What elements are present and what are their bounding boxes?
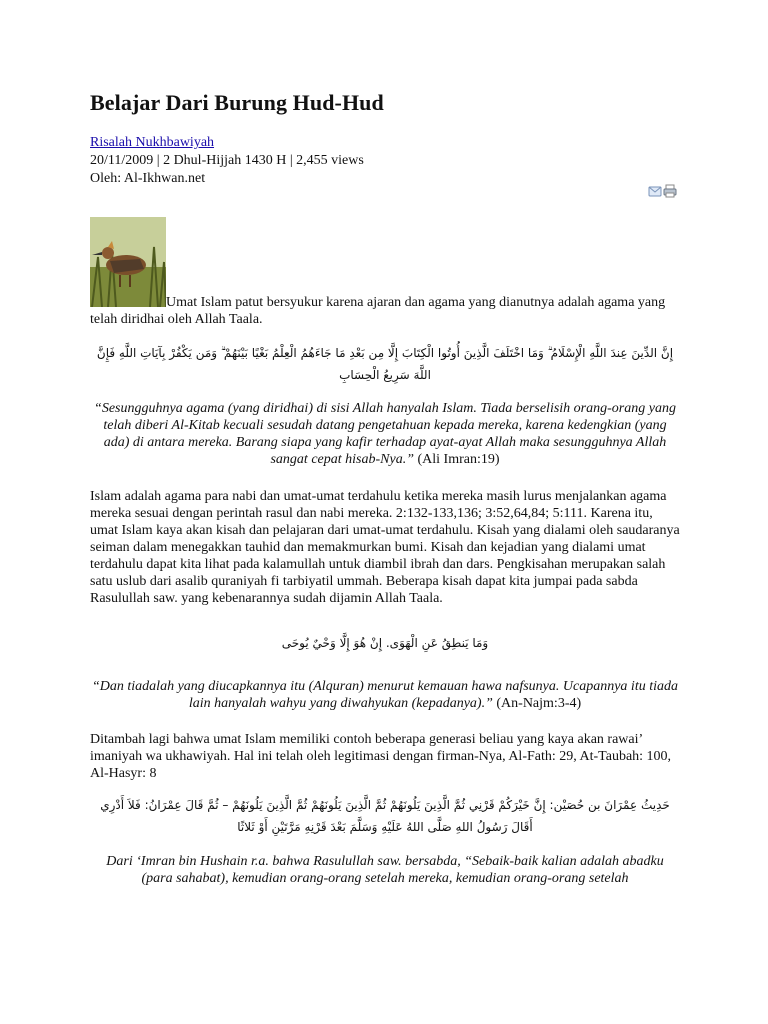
quote-reference: (An-Najm:3-4)	[496, 696, 582, 711]
paragraph-3: Ditambah lagi bahwa umat Islam memiliki contoh beberapa generasi beliau yang kaya akan rawai’ imaniyah wa ukhawiyah. Hal ini telah oleh legitimasi dengan firman-Nya, Al-Fath: 29, At-Taubah: 100, Al-Hasyr: 8	[90, 732, 672, 781]
article-title: Belajar Dari Burung Hud-Hud	[90, 90, 384, 115]
quote-reference: (Ali Imran:19)	[417, 452, 500, 467]
hadith-translation: Dari ‘Imran bin Hushain r.a. bahwa Rasulullah saw. bersabda, “Sebaik-baik kalian adalah abadku (para sahabat), kemudian orang-orang setelah mereka, kemudian orang-orang setelah	[106, 854, 664, 886]
category-link[interactable]: Risalah Nukhbawiyah	[90, 135, 215, 150]
paragraph-2: Islam adalah agama para nabi dan umat-umat terdahulu ketika mereka masih lurus menjalankan agama mereka sesuai dengan perintah rasul dan nabi mereka. 2:132-133,136; 3:52,64,84; 5:111. Karena itu, umat Islam kaya akan kisah dan pelajaran dari umat-umat terdahulu. Kisah yang dialami oleh saudaranya seiman dalam menegakkan tauhid dan memakmurkan bumi. Kisah dan kejadian yang dialami umat terdahulu dapat kita lihat pada kalamullah untuk diambil ibrah dan dars. Pengkisahan merupakan salah satu uslub dari asalib quraniyah fi tarbiyatil ummah. Beberapa kisah dapat kita jumpai pada sabda Rasulullah saw. yang kebenarannya sudah dijamin Allah Taala.	[90, 489, 680, 606]
hadith-arabic: حَدِيثُ عِمْرَانَ بن حُصَيْن: إِنَّ خَيْرَكُمْ قَرْنِي ثُمَّ الَّذِينَ يَلُونَهُمْ ثُمَّ الَّذِينَ يَلُونَهُمْ ثُمَّ الَّذِينَ يَلُونَهُمْ – ثُمَّ قَالَ عِمْرَانُ: فَلاَ أَدْرِي أَقَالَ رَسُولُ اللهِ صَلَّى اللهُ عَلَيْهِ وَسَلَّمَ بَعْدَ قَرْنِهِ مَرَّتَيْنِ أَوْ ثَلاثًا	[100, 798, 670, 834]
date-views: 20/11/2009 | 2 Dhul-Hijjah 1430 H | 2,455 views	[90, 153, 364, 168]
ayah-ali-imran: إِنَّ الدِّينَ عِندَ اللَّهِ الْإِسْلَامُ ۗ وَمَا اخْتَلَفَ الَّذِينَ أُوتُوا الْكِتَابَ إِلَّا مِن بَعْدِ مَا جَاءَهُمُ الْعِلْمُ بَغْيًا بَيْنَهُمْ ۗ وَمَن يَكْفُرْ بِآيَاتِ اللَّهِ فَإِنَّ اللَّهَ سَرِيعُ الْحِسَابِ	[96, 346, 674, 382]
email-icon[interactable]	[648, 184, 662, 198]
author-line: Oleh: Al-Ikhwan.net	[90, 171, 206, 186]
intro-paragraph: Umat Islam patut bersyukur karena ajaran dan agama yang dianutnya adalah agama yang telah diridhai oleh Allah Taala.	[90, 295, 666, 327]
quote-text: “Dan tiadalah yang diucapkannya itu (Alquran) menurut kemauan hawa nafsunya. Ucapannya itu tiada lain hanyalah wahyu yang diwahyukan (kepadanya).”	[92, 679, 678, 711]
translation-an-najm	[90, 678, 680, 712]
translation-ali-imran	[90, 400, 680, 468]
ayah-an-najm: وَمَا يَنطِقُ عَنِ الْهَوَى. إِنْ هُوَ إِلَّا وَحْيٌ يُوحَى	[281, 636, 489, 650]
article-tools	[648, 184, 677, 198]
article-meta	[90, 134, 364, 188]
print-icon[interactable]	[663, 184, 677, 198]
quote-text: “Sesungguhnya agama (yang diridhai) di sisi Allah hanyalah Islam. Tiada berselisih orang-orang yang telah diberi Al-Kitab kecuali sesudah datang pengetahuan kepada mereka, karena kedengkian (yang ada) di antara mereka. Barang siapa yang kafir terhadap ayat-ayat Allah maka sesungguhnya Allah sangat cepat hisab-Nya.”	[94, 401, 676, 467]
